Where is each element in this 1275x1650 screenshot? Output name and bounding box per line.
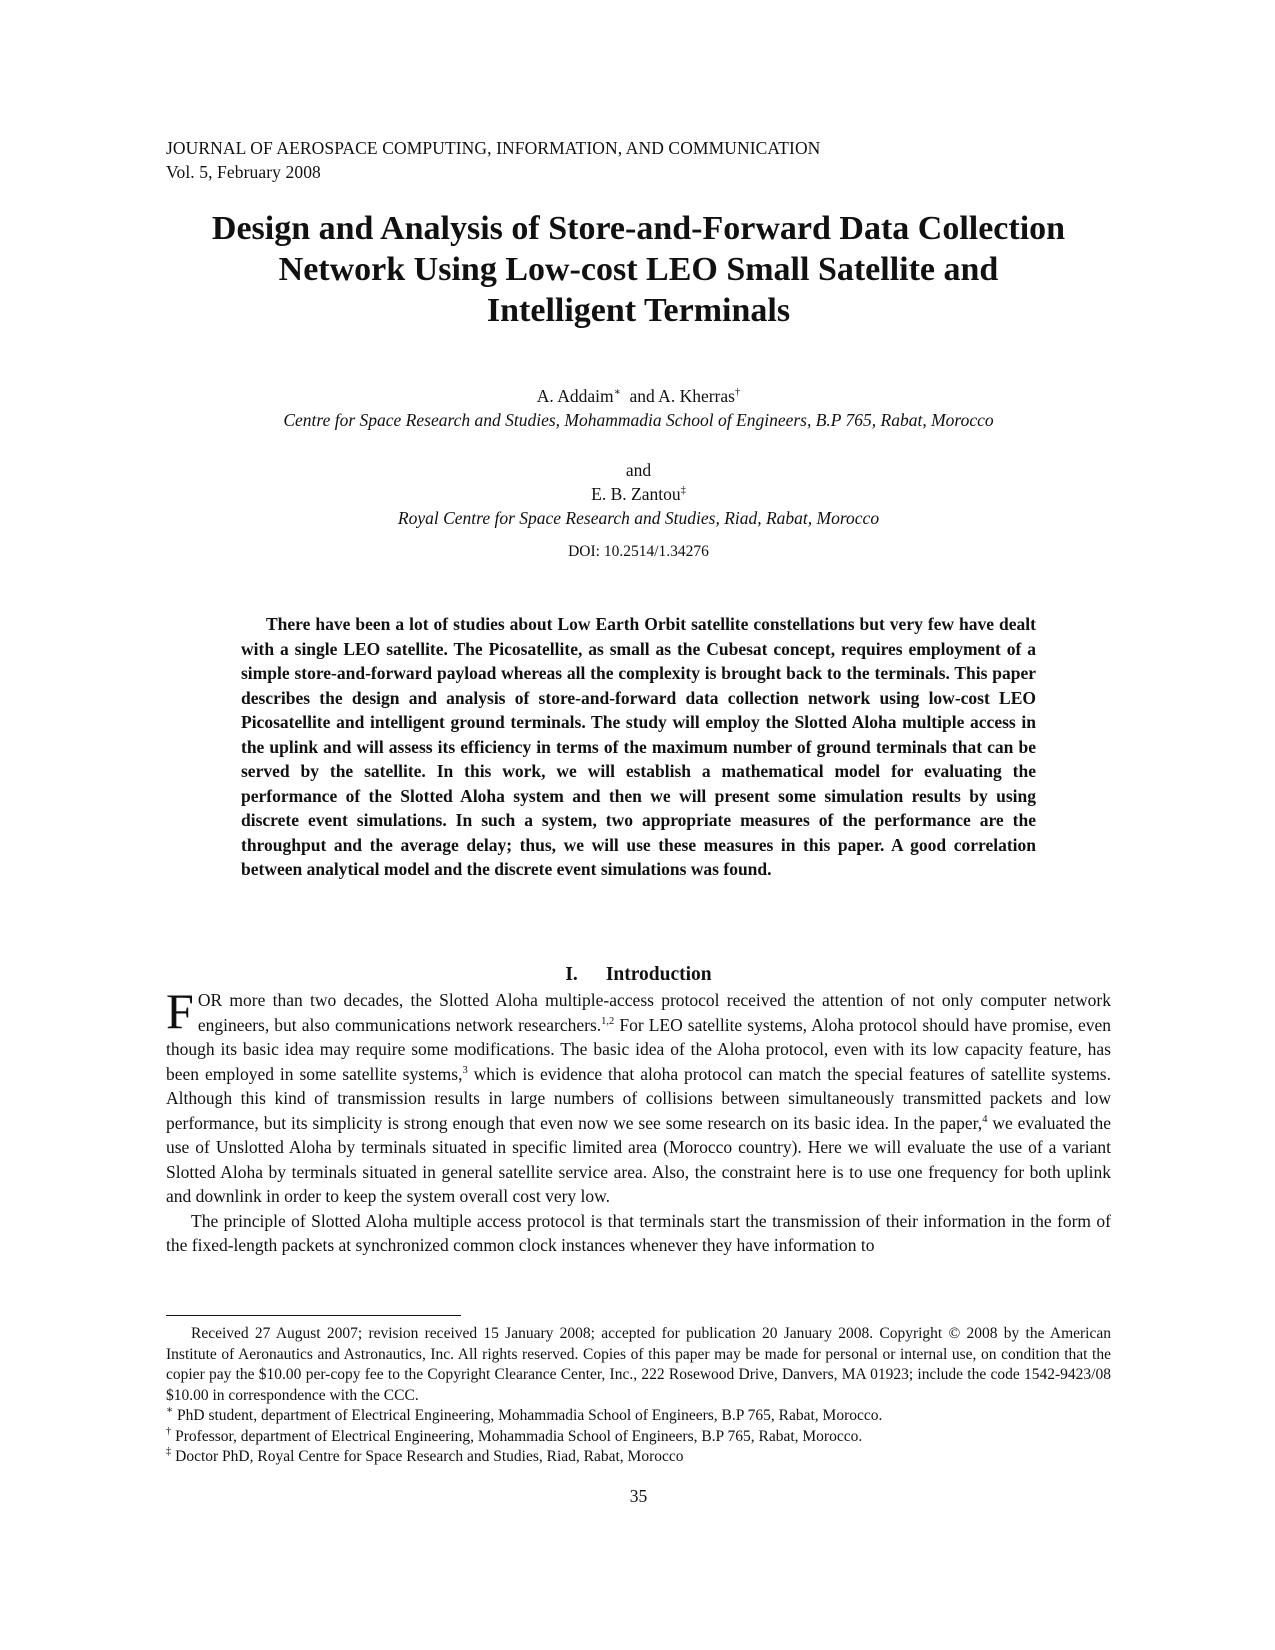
affiliation-2: Royal Centre for Space Research and Studies, Riad, Rabat, Morocco bbox=[397, 508, 880, 528]
body-text bbox=[166, 983, 1111, 1258]
affiliation-1: Centre for Space Research and Studies, Mohammadia School of Engineers, B.P 765, Rabat, Morocco bbox=[283, 410, 994, 430]
author-zantou: E. B. Zantou bbox=[591, 484, 681, 504]
footnote-received: Received 27 August 2007; revision received 15 January 2008; accepted for publication 20 January 2008. Copyright © 2008 by the American Institute of Aeronautics and Astronautics, Inc. All rights reserved. Copies of this paper may be made for personal or internal use, on condition that the copier pay the $10.00 per-copy fee to the Copyright Clearance Center, Inc., 222 Rosewood Drive, Danvers, MA 01923; include the code 1542-9423/08 $10.00 in correspondence with the CCC. bbox=[166, 1325, 1111, 1404]
drop-cap: F bbox=[166, 983, 194, 1039]
citation-1-2: 1,2 bbox=[601, 1015, 615, 1027]
title-line-1: Design and Analysis of Store-and-Forward Data Collection bbox=[211, 210, 1066, 247]
section-heading bbox=[166, 962, 1111, 988]
footnote-3-text: Doctor PhD, Royal Centre for Space Research and Studies, Riad, Rabat, Morocco bbox=[171, 1448, 684, 1465]
footnotes bbox=[166, 1324, 1111, 1468]
p1-text-3: which is evidence that aloha protocol can match the special features of satellite systems. Although this kind of transmission results in large numbers of collisions between simultaneously transmitted packets and low performance, but its simplicity is strong enough that even now we see some research on its basic idea. In the paper, bbox=[166, 1063, 1111, 1133]
p1-text-4: we evaluated the use of Unslotted Aloha by terminals situated in specific limited area (Morocco country). Here we will evaluate the use of a variant Slotted Aloha by terminals situated in general satellite service area. Also, the constraint here is to use one frequency for both uplink and downlink in order to keep the system overall cost very low. bbox=[166, 1112, 1111, 1206]
footnote-2 bbox=[166, 1427, 1111, 1448]
section-title: Introduction bbox=[605, 964, 712, 985]
citation-3: 3 bbox=[462, 1064, 468, 1076]
footnote-1-mark: ∗ bbox=[166, 1405, 174, 1416]
paragraph-2: The principle of Slotted Aloha multiple access protocol is that terminals start the transmission of their information in the form of the fixed-length packets at synchronized common clock instances whenever they have information to bbox=[166, 1210, 1111, 1255]
paper-title bbox=[166, 208, 1111, 331]
footnote-2-mark: † bbox=[166, 1425, 172, 1437]
p1-text-2: For LEO satellite systems, Aloha protocol should have promise, even though its basic idea may require some modifications. The basic idea of the Aloha protocol, even with its low capacity feature, has been employed in some satellite systems, bbox=[166, 1014, 1111, 1084]
doi: DOI: 10.2514/1.34276 bbox=[568, 543, 709, 560]
footnote-1-text: PhD student, department of Electrical Engineering, Mohammadia School of Engineers, B.P 765, Rabat, Morocco. bbox=[173, 1407, 883, 1424]
footnote-3-mark: ‡ bbox=[166, 1446, 172, 1457]
journal-volume: Vol. 5, February 2008 bbox=[166, 162, 321, 182]
footnote-1 bbox=[166, 1406, 1111, 1427]
abstract: There have been a lot of studies about Low Earth Orbit satellite constellations but very few have dealt with a single LEO satellite. The Picosatellite, as small as the Cubesat concept, requires employment of a simple store-and-forward payload whereas all the complexity is brought back to the terminals. This paper describes the design and analysis of store-and-forward data collection network using low-cost LEO Picosatellite and intelligent ground terminals. The study will employ the Slotted Aloha multiple access in the uplink and will assess its efficiency in terms of the maximum number of ground terminals that can be served by the satellite. In this work, we will establish a mathematical model for evaluating the performance of the Slotted Aloha system and then we will present some simulation results by using discrete event simulations. In such a system, two appropriate measures of the performance are the throughput and the average delay; thus, we will use these measures in this paper. A good correlation between analytical model and the discrete event simulations was found. bbox=[241, 614, 1036, 879]
paragraph-1 bbox=[166, 983, 1111, 1209]
author-mark-asterisk: ∗ bbox=[613, 387, 621, 398]
author-addaim: A. Addaim bbox=[536, 386, 614, 406]
section-number: I. bbox=[565, 964, 578, 985]
title-line-2: Network Using Low-cost LEO Small Satellite and bbox=[278, 251, 999, 288]
author-mark-dagger: † bbox=[734, 387, 741, 398]
author-and: and bbox=[625, 460, 652, 480]
title-line-3: Intelligent Terminals bbox=[486, 292, 791, 329]
citation-4: 4 bbox=[982, 1113, 988, 1125]
author-kherras: and A. Kherras bbox=[629, 386, 735, 406]
journal-name: JOURNAL OF AEROSPACE COMPUTING, INFORMATION, AND COMMUNICATION bbox=[166, 138, 821, 158]
journal-header bbox=[166, 136, 820, 184]
footnote-3 bbox=[166, 1447, 1111, 1468]
footnote-rule bbox=[166, 1315, 461, 1316]
page-number: 35 bbox=[629, 1486, 648, 1506]
author-line-2 bbox=[166, 482, 1111, 506]
author-mark-double-dagger: ‡ bbox=[680, 485, 686, 496]
p1-text-1: OR more than two decades, the Slotted Aloha multiple-access protocol received the attention of not only computer network engineers, but also communications network researchers. bbox=[197, 990, 1111, 1035]
author-line-1 bbox=[166, 384, 1111, 408]
footnote-2-text: Professor, department of Electrical Engineering, Mohammadia School of Engineers, B.P 765, Rabat, Morocco. bbox=[171, 1427, 863, 1445]
